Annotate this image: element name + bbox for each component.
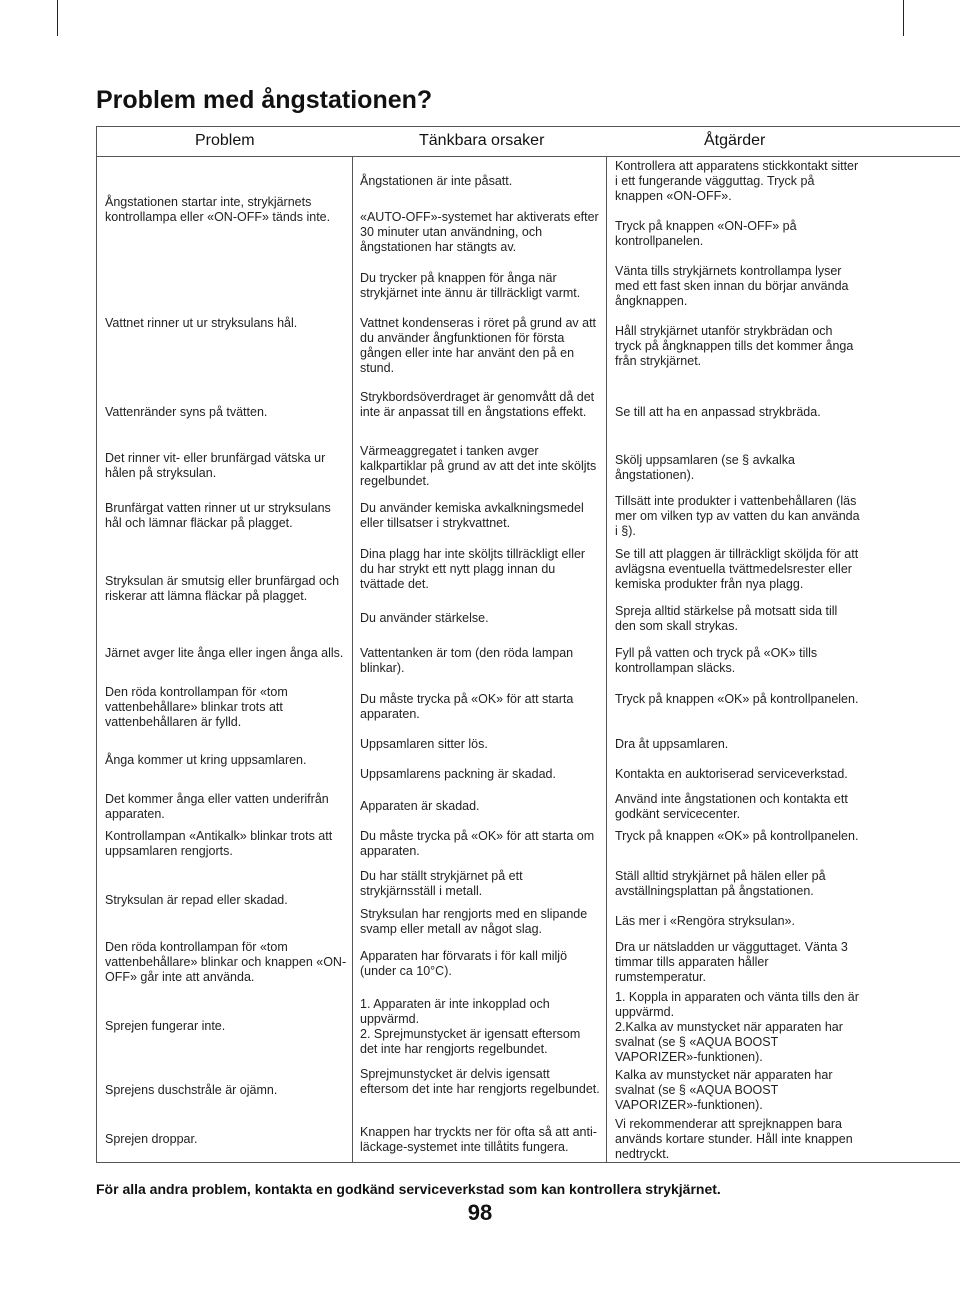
problem-cell: Stryksulan är repad eller skadad. <box>105 893 288 907</box>
action-cell: Tryck på knappen «ON-OFF» på kontrollpanelen. <box>615 219 797 248</box>
problem-cell: Det kommer ånga eller vatten underifrån apparaten. <box>105 792 329 821</box>
problem-cell: Ånga kommer ut kring uppsamlaren. <box>105 753 307 767</box>
problem-cell: Vattenränder syns på tvätten. <box>105 405 268 419</box>
column-divider <box>352 157 353 1162</box>
cause-cell: Sprejmunstycket är delvis igensatt eftersom det inte har rengjorts regelbundet. <box>360 1067 600 1096</box>
action-cell: Spreja alltid stärkelse på motsatt sida till den som skall strykas. <box>615 604 838 633</box>
cause-cell: Du har ställt strykjärnet på ett strykjärnsställ i metall. <box>360 869 523 898</box>
footer-note: För alla andra problem, kontakta en godkänd serviceverkstad som kan kontrollera strykjärnet. <box>96 1181 721 1197</box>
problem-cell: Den röda kontrollampan för «tom vattenbehållare» blinkar och knappen «ON-OFF» går inte att använda. <box>105 940 347 984</box>
cause-cell: Du måste trycka på «OK» för att starta apparaten. <box>360 692 574 721</box>
problem-cell: Sprejen fungerar inte. <box>105 1019 226 1033</box>
action-cell: Vänta tills strykjärnets kontrollampa lyser med ett fast sken innan du börjar använda ångknappen. <box>615 264 849 308</box>
troubleshooting-table <box>96 126 960 1163</box>
cause-cell: Du använder kemiska avkalkningsmedel eller tillsatser i strykvattnet. <box>360 501 584 530</box>
action-cell: Använd inte ångstationen och kontakta ett godkänt servicecenter. <box>615 792 848 821</box>
cause-cell: Du måste trycka på «OK» för att starta om apparaten. <box>360 829 595 858</box>
cause-cell: Ångstationen är inte påsatt. <box>360 174 513 188</box>
cause-cell: «AUTO-OFF»-systemet har aktiverats efter 30 minuter utan användning, och ångstationen har stängts av. <box>360 210 599 254</box>
cause-cell: Du använder stärkelse. <box>360 611 489 625</box>
problem-cell: Stryksulan är smutsig eller brunfärgad och riskerar att lämna fläckar på plagget. <box>105 574 340 603</box>
table-body <box>97 157 960 1162</box>
cause-cell: Dina plagg har inte sköljts tillräckligt eller du har strykt ett nytt plagg innan du tvättade det. <box>360 547 586 591</box>
header-problem: Problem <box>195 132 255 149</box>
cause-cell: Du trycker på knappen för ånga när strykjärnet inte ännu är tillräckligt varmt. <box>360 271 581 300</box>
action-cell: Tillsätt inte produkter i vattenbehållaren (läs mer om vilken typ av vatten du kan använda i §). <box>615 494 860 538</box>
cause-cell: Vattentanken är tom (den röda lampan blinkar). <box>360 646 574 675</box>
header-causes: Tänkbara orsaker <box>419 132 545 149</box>
problem-cell: Brunfärgat vatten rinner ut ur stryksulans hål och lämnar fläckar på plagget. <box>105 501 331 530</box>
action-cell: Ställ alltid strykjärnet på hälen eller på avställningsplattan på ångstationen. <box>615 869 826 898</box>
action-cell: Läs mer i «Rengöra stryksulan». <box>615 914 795 928</box>
action-cell: Vi rekommenderar att sprejknappen bara används kortare stunder. Håll inte knappen nedtryckt. <box>615 1117 853 1161</box>
problem-cell: Sprejen droppar. <box>105 1132 198 1146</box>
problem-cell: Vattnet rinner ut ur stryksulans hål. <box>105 316 298 330</box>
action-cell: Skölj uppsamlaren (se § avkalka ångstationen). <box>615 453 795 482</box>
action-cell: 1. Koppla in apparaten och vänta tills den är uppvärmd. 2.Kalka av munstycket när apparaten har svalnat (se § «AQUA BOOST VAPORIZER»-funktionen). <box>615 990 859 1064</box>
cause-cell: Apparaten har förvarats i för kall miljö (under ca 10°C). <box>360 949 568 978</box>
action-cell: Dra åt uppsamlaren. <box>615 737 729 751</box>
cause-cell: Strykbordsöverdraget är genomvått då det inte är anpassat till en ångstations effekt. <box>360 390 595 419</box>
cause-cell: Uppsamlarens packning är skadad. <box>360 767 556 781</box>
header-actions: Åtgärder <box>704 132 766 149</box>
action-cell: Dra ur nätsladden ur vägguttaget. Vänta 3 timmar tills apparaten håller rumstemperatur. <box>615 940 848 984</box>
action-cell: Tryck på knappen «OK» på kontrollpanelen. <box>615 692 859 706</box>
cause-cell: Vattnet kondenseras i röret på grund av att du använder ångfunktionen för första gången eller inte har använt den på en stund. <box>360 316 597 375</box>
problem-cell: Sprejens duschstråle är ojämn. <box>105 1083 278 1097</box>
problem-cell: Den röda kontrollampan för «tom vattenbehållare» blinkar trots att vattenbehållaren är fylld. <box>105 685 288 729</box>
action-cell: Kontrollera att apparatens stickkontakt sitter i ett fungerande vägguttag. Tryck på knappen «ON-OFF». <box>615 159 859 203</box>
action-cell: Se till att ha en anpassad strykbräda. <box>615 405 821 419</box>
page-title: Problem med ångstationen? <box>96 86 433 114</box>
cause-cell: Knappen har tryckts ner för ofta så att anti-läckage-systemet inte tillåtits fungera. <box>360 1125 597 1154</box>
action-cell: Kontakta en auktoriserad serviceverkstad. <box>615 767 848 781</box>
action-cell: Kalka av munstycket när apparaten har svalnat (se § «AQUA BOOST VAPORIZER»-funktionen). <box>615 1068 833 1112</box>
cause-cell: Stryksulan har rengjorts med en slipande svamp eller metall av något slag. <box>360 907 588 936</box>
cause-cell: Uppsamlaren sitter lös. <box>360 737 488 751</box>
action-cell: Tryck på knappen «OK» på kontrollpanelen. <box>615 829 859 843</box>
page-number: 98 <box>467 1200 493 1225</box>
problem-cell: Det rinner vit- eller brunfärgad vätska ur hålen på stryksulan. <box>105 451 326 480</box>
cause-cell: Apparaten är skadad. <box>360 799 480 813</box>
action-cell: Håll strykjärnet utanför strykbrädan och tryck på ångknappen tills det kommer ånga från strykjärnet. <box>615 324 854 368</box>
action-cell: Fyll på vatten och tryck på «OK» tills kontrollampan släcks. <box>615 646 818 675</box>
problem-cell: Kontrollampan «Antikalk» blinkar trots att uppsamlaren rengjorts. <box>105 829 333 858</box>
crop-mark-left <box>57 0 58 36</box>
problem-cell: Ångstationen startar inte, strykjärnets kontrollampa eller «ON-OFF» tänds inte. <box>105 195 331 224</box>
cause-cell: 1. Apparaten är inte inkopplad och uppvärmd. 2. Sprejmunstycket är igensatt eftersom det inte har rengjorts regelbundet. <box>360 997 581 1056</box>
crop-mark-right <box>903 0 904 36</box>
problem-cell: Järnet avger lite ånga eller ingen ånga alls. <box>105 646 344 660</box>
column-divider <box>606 157 607 1162</box>
action-cell: Se till att plaggen är tillräckligt sköljda för att avlägsna eventuella tvättmedelsrester eller kemiska produkter från nya plagg. <box>615 547 859 591</box>
cause-cell: Värmeaggregatet i tanken avger kalkpartiklar på grund av att det inte sköljts regelbundet. <box>360 444 597 488</box>
table-header <box>97 127 960 157</box>
